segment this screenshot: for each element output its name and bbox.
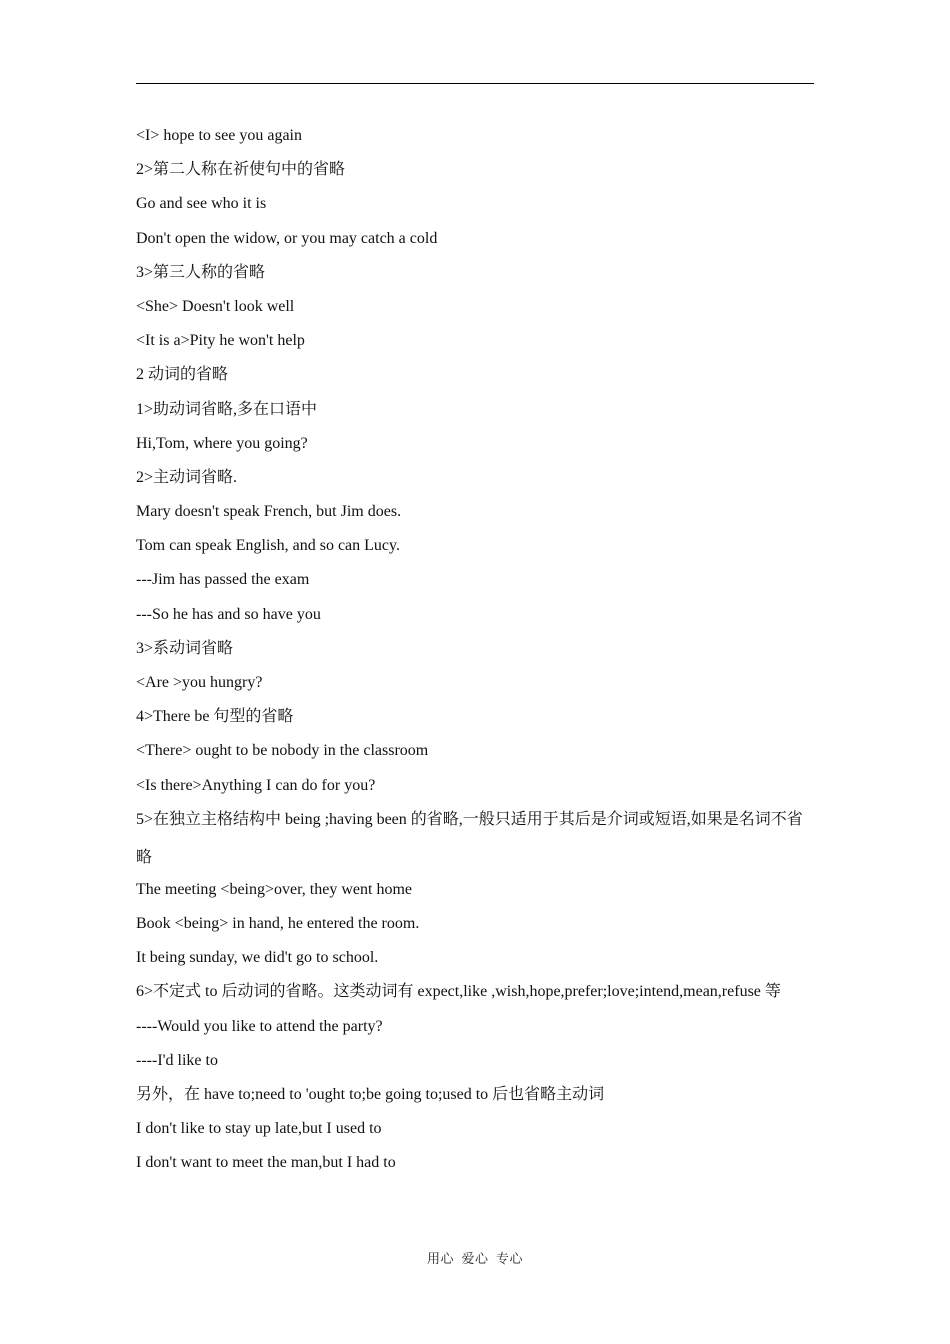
text-line: <Are >you hungry?	[136, 674, 263, 691]
text-line: 另外，在 have to;need to 'ought to;be going to;used to 后也省略主动词	[136, 1085, 605, 1103]
section-heading: 3>系动词省略	[136, 639, 234, 657]
text-line: <Is there>Anything I can do for you?	[136, 776, 376, 794]
text-line: <There> ought to be nobody in the classroom	[136, 742, 429, 760]
section-heading: 5>在独立主格结构中 being ;having been 的省略,一般只适用于其后是介词或短语,如果是名词不省略	[136, 810, 803, 866]
text-line: Book <being> in hand, he entered the room.	[136, 914, 420, 932]
text-line: ----Would you like to attend the party?	[136, 1017, 383, 1035]
text-line: It being sunday, we did't go to school.	[136, 949, 379, 967]
header-rule	[136, 83, 814, 84]
section-heading: 6>不定式 to 后动词的省略。这类动词有 expect,like ,wish,hope,prefer;love;intend,mean,refuse 等	[136, 983, 781, 1001]
page-footer: 用心 爱心 专心	[426, 1251, 523, 1266]
text-line: I don't like to stay up late,but I used to	[136, 1120, 382, 1138]
text-line: Don't open the widow, or you may catch a cold	[136, 229, 438, 247]
text-line: Go and see who it is	[136, 195, 267, 213]
text-line: I don't want to meet the man,but I had to	[136, 1154, 396, 1172]
section-heading: 3>第三人称的省略	[136, 263, 266, 281]
text-line: <She> Doesn't look well	[136, 297, 295, 315]
text-line: ----I'd like to	[136, 1051, 218, 1069]
section-heading: 2 动词的省略	[136, 366, 229, 384]
text-line: Hi,Tom, where you going?	[136, 434, 308, 452]
text-line: <I> hope to see you again	[136, 127, 302, 144]
text-line: Tom can speak English, and so can Lucy.	[136, 537, 400, 555]
section-heading: 4>There be 句型的省略	[136, 708, 294, 726]
section-heading: 2>主动词省略.	[136, 468, 238, 486]
text-line: <It is a>Pity he won't help	[136, 332, 305, 350]
text-line: The meeting <being>over, they went home	[136, 880, 412, 898]
section-heading: 1>助动词省略,多在口语中	[136, 400, 318, 418]
section-heading: 2>第二人称在祈使句中的省略	[136, 161, 346, 179]
text-line: ---So he has and so have you	[136, 605, 321, 623]
text-line: Mary doesn't speak French, but Jim does.	[136, 503, 402, 521]
text-line: ---Jim has passed the exam	[136, 571, 310, 589]
document-body	[136, 124, 816, 1185]
